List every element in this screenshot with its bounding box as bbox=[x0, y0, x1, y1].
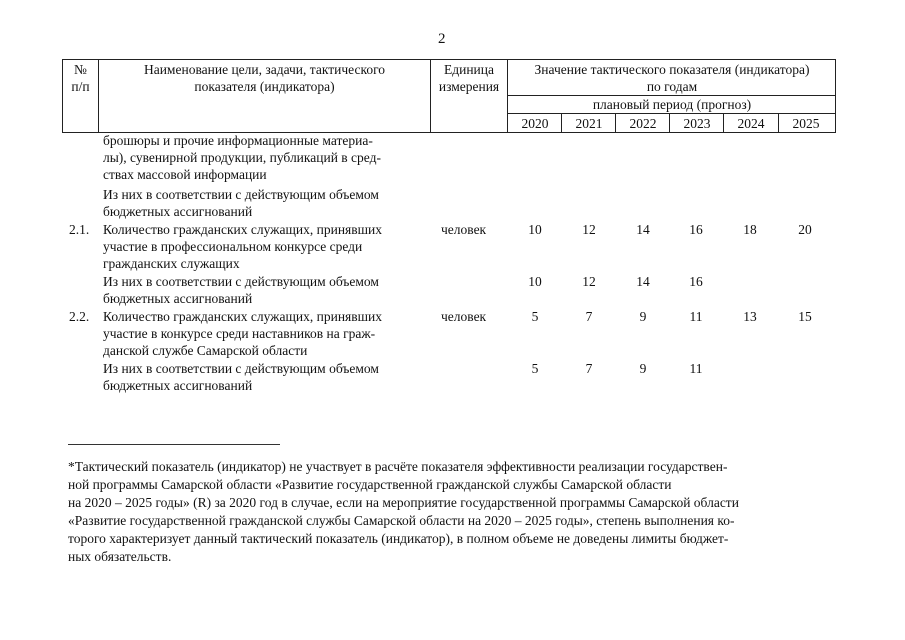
value-cell: 9 bbox=[639, 309, 647, 324]
text-line: участие в профессиональном конкурсе среди bbox=[103, 239, 363, 254]
value-cell: 13 bbox=[743, 309, 757, 324]
value-cell: 10 bbox=[528, 222, 542, 237]
text-line: данской службе Самарской области bbox=[103, 343, 308, 358]
text-line: Количество гражданских служащих, принявших bbox=[103, 309, 382, 324]
page-number: 2 bbox=[438, 31, 446, 47]
footnote-line: ных обязательств. bbox=[68, 549, 172, 564]
value-cell: 12 bbox=[582, 274, 596, 289]
continued-row-subtext bbox=[103, 186, 426, 220]
footnote-line: «Развитие государственной гражданской службы Самарской области на 2020 – 2025 годы», степень выполнения ко- bbox=[68, 513, 735, 528]
header-unit-col bbox=[431, 61, 507, 95]
header-name-col bbox=[99, 61, 430, 95]
header-value-line: по годам bbox=[646, 79, 698, 94]
header-value-line: Значение тактического показателя (индикатора) bbox=[534, 62, 810, 77]
text-line: брошюры и прочие информационные материа- bbox=[103, 133, 373, 148]
header-year: 2021 bbox=[575, 116, 603, 131]
value-cell: 18 bbox=[743, 222, 757, 237]
year-divider bbox=[561, 113, 562, 133]
row-description bbox=[103, 221, 426, 272]
footnote-line: на 2020 – 2025 годы» (R) за 2020 год в случае, если на мероприятие государственной программы Самарской области bbox=[68, 495, 739, 510]
row-subdescription bbox=[103, 360, 426, 394]
header-name-line: показателя (индикатора) bbox=[194, 79, 335, 94]
value-cell: 9 bbox=[639, 361, 647, 376]
footnote-line: ной программы Самарской области «Развитие государственной гражданской службы Самарской области bbox=[68, 477, 672, 492]
value-cell: 11 bbox=[689, 309, 703, 324]
year-divider bbox=[723, 113, 724, 133]
value-cell: 12 bbox=[582, 222, 596, 237]
header-year: 2022 bbox=[629, 116, 657, 131]
value-cell: 14 bbox=[636, 274, 650, 289]
text-line: участие в конкурсе среди наставников на граж- bbox=[103, 326, 376, 341]
text-line: Количество гражданских служащих, принявших bbox=[103, 222, 382, 237]
value-cell: 20 bbox=[798, 222, 812, 237]
value-cell: 7 bbox=[585, 309, 593, 324]
header-value-col bbox=[508, 61, 836, 95]
text-line: бюджетных ассигнований bbox=[103, 204, 253, 219]
footnote-line: торого характеризует данный тактический показатель (индикатор), в полном объеме не доведены лимиты бюджет- bbox=[68, 531, 729, 546]
header-number-col bbox=[63, 61, 98, 95]
footnote bbox=[68, 458, 827, 566]
row-number: 2.2. bbox=[69, 309, 90, 324]
footnote-line: *Тактический показатель (индикатор) не участвует в расчёте показателя эффективности реализации государствен- bbox=[68, 459, 728, 474]
row-unit: человек bbox=[441, 222, 487, 237]
header-year: 2025 bbox=[792, 116, 820, 131]
value-cell: 14 bbox=[636, 222, 650, 237]
value-cell: 7 bbox=[585, 361, 593, 376]
value-cell: 10 bbox=[528, 274, 542, 289]
value-cell: 16 bbox=[689, 274, 703, 289]
header-number-line: № bbox=[74, 62, 87, 77]
header-year: 2024 bbox=[737, 116, 765, 131]
value-cell: 5 bbox=[531, 309, 539, 324]
text-line: Из них в соответствии с действующим объемом bbox=[103, 274, 379, 289]
row-number: 2.1. bbox=[69, 222, 90, 237]
header-year: 2020 bbox=[521, 116, 549, 131]
text-line: ствах массовой информации bbox=[103, 167, 267, 182]
text-line: бюджетных ассигнований bbox=[103, 291, 253, 306]
text-line: Из них в соответствии с действующим объемом bbox=[103, 361, 379, 376]
value-cell: 16 bbox=[689, 222, 703, 237]
header-year: 2023 bbox=[683, 116, 711, 131]
year-divider bbox=[669, 113, 670, 133]
value-cell: 11 bbox=[689, 361, 703, 376]
header-unit-line: Единица bbox=[443, 62, 494, 77]
header-unit-line: измерения bbox=[438, 79, 500, 94]
text-line: лы), сувенирной продукции, публикаций в сред- bbox=[103, 150, 381, 165]
footnote-separator bbox=[68, 444, 280, 445]
text-line: гражданских служащих bbox=[103, 256, 240, 271]
row-subdescription bbox=[103, 273, 426, 307]
continued-row-text bbox=[103, 132, 426, 183]
text-line: бюджетных ассигнований bbox=[103, 378, 253, 393]
year-divider bbox=[778, 113, 779, 133]
header-number-line: п/п bbox=[71, 79, 90, 94]
row-divider bbox=[507, 113, 836, 114]
row-description bbox=[103, 308, 426, 359]
year-divider bbox=[615, 113, 616, 133]
value-cell: 15 bbox=[798, 309, 812, 324]
header-name-line: Наименование цели, задачи, тактического bbox=[143, 62, 386, 77]
value-cell: 5 bbox=[531, 361, 539, 376]
row-unit: человек bbox=[441, 309, 487, 324]
text-line: Из них в соответствии с действующим объемом bbox=[103, 187, 379, 202]
header-planned-period: плановый период (прогноз) bbox=[592, 97, 752, 112]
